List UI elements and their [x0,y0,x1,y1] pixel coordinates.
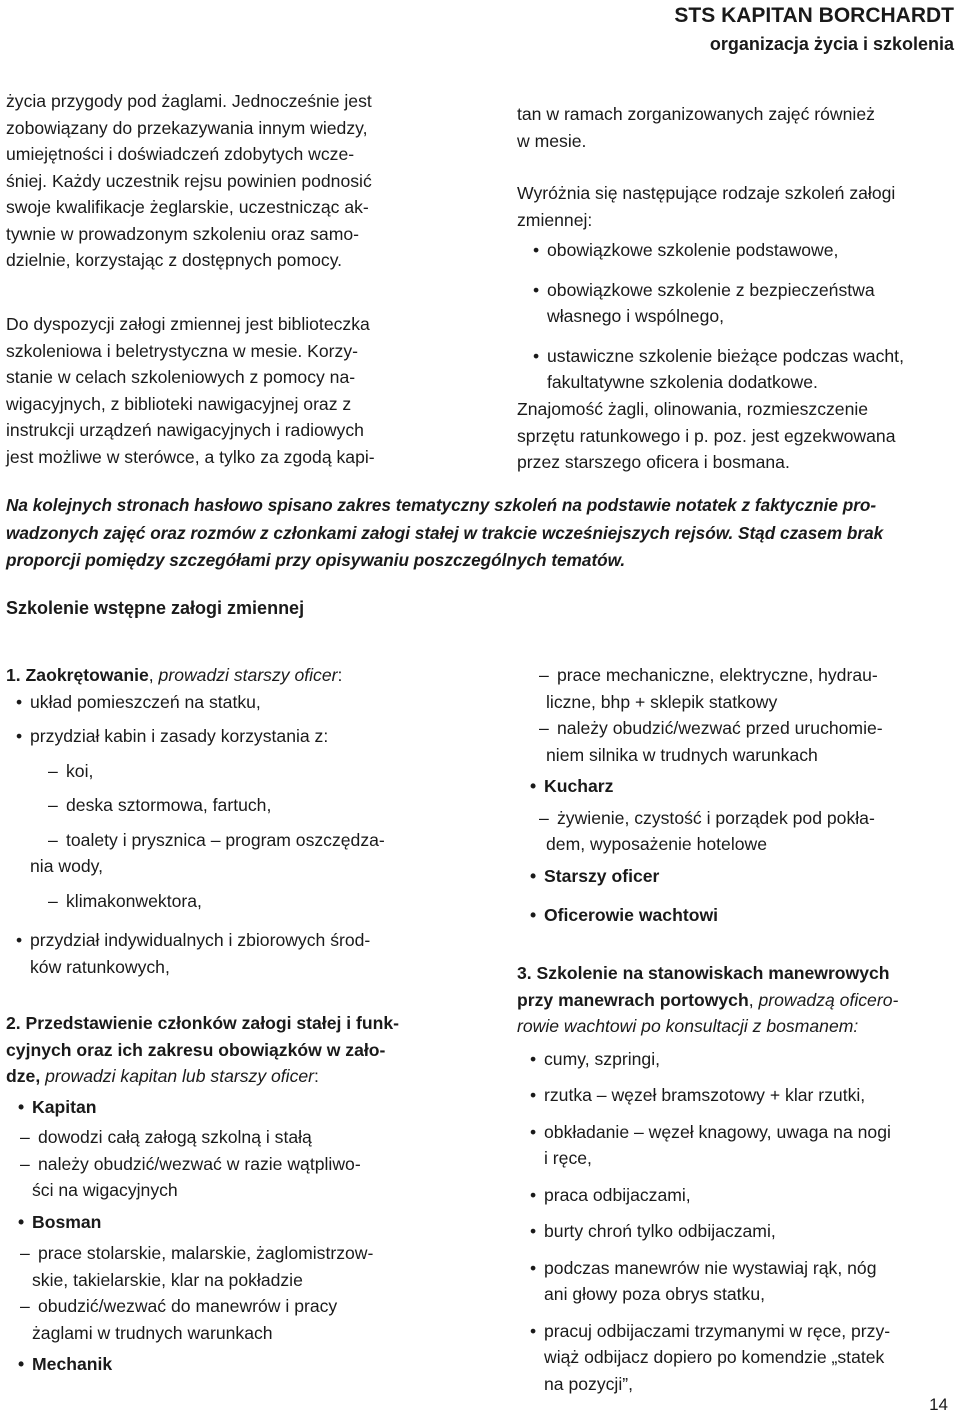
sub-item-continuation: dem, wyposażenie hotelowe [546,834,768,854]
header-subtitle: organizacja życia i szkolenia [709,34,954,54]
text-line: Znajomość żagli, olinowania, rozmieszczenie [517,399,869,419]
running-header [674,2,954,58]
top-right-paragraph-3 [517,396,955,476]
text-line: przez starszego oficera i bosmana. [517,452,790,472]
training-types-list [533,237,957,396]
top-left-paragraph-1 [6,88,442,274]
text-line: Do dyspozycji załogi zmiennej jest biblioteczka [6,314,370,334]
section-2-heading-line: dze, prowadzi kapitan lub starszy oficer: [6,1066,319,1086]
text-line: Na kolejnych stronach hasłowo spisano zakres tematyczny szkoleń na podstawie notatek z faktycznie pro- [6,495,877,515]
list-item: • obkładanie – węzeł knagowy, uwaga na nogi i ręce, [530,1119,955,1172]
sub-item: – prace mechaniczne, elektryczne, hydrau- [539,662,955,689]
text-line: umiejętności i doświadczeń zdobytych wcze- [6,144,355,164]
text-line: jest możliwe w sterówce, a tylko za zgodą kapi- [6,446,375,467]
page-number: 14 [929,1395,948,1414]
section-1-heading: 1. Zaokrętowanie, prowadzi starszy oficer: [6,665,343,685]
list-item: • podczas manewrów nie wystawiaj rąk, nóg ani głowy poza obrys statku, [530,1255,955,1308]
list-item: • praca odbijaczami, [530,1182,955,1209]
text-line: tan w ramach zorganizowanych zajęć również [517,104,875,124]
section-3-heading-line: przy manewrach portowych, prowadzą oficero- [517,989,899,1010]
text-line: zmiennej: [517,209,593,230]
list-item: • pracuj odbijaczami trzymanymi w ręce, przy- wiąż odbijacz dopiero po komendzie „statek na pozycji”, [530,1318,955,1398]
text-line: dzielnie, korzystając z dostępnych pomocy. [6,250,343,270]
role-kucharz: • Kucharz [530,773,955,800]
text-line: w mesie. [517,130,587,151]
top-right-paragraph-2 [517,180,955,233]
section-2 [6,1010,442,1378]
sub-item: – należy obudzić/wezwać przed uruchomie- [539,715,955,742]
list-item: • przydział kabin i zasady korzystania z: [16,723,442,750]
role-bosman: • Bosman [18,1209,442,1236]
list-item: • ustawiczne szkolenie bieżące podczas wacht, fakultatywne szkolenia dodatkowe. [533,343,957,396]
list-item: • układ pomieszczeń na statku, [16,689,442,716]
role-mechanik: • Mechanik [18,1351,442,1378]
text-line: śniej. Każdy uczestnik rejsu powinien podnosić [6,170,372,191]
section-title: Szkolenie wstępne załogi zmiennej [6,598,305,618]
section-2-heading-line: cyjnych oraz ich zakresu obowiązków w zało- [6,1039,386,1060]
sub-item: – żywienie, czystość i porządek pod pokła- [539,805,955,832]
section-2-heading-line: 2. Przedstawienie członków załogi stałej i funk- [6,1013,400,1033]
text-line: zobowiązany do przekazywania innym wiedzy, [6,117,368,138]
top-right-paragraph-1 [517,101,955,154]
text-line: wadzonych zajęć oraz rozmów z członkami załogi stałej w trakcie wcześniejszych rejsów. Stąd czasem brak [6,522,884,543]
text-line: instrukcji urządzeń nawigacyjnych i radiowych [6,420,364,440]
text-line: Wyróżnia się następujące rodzaje szkoleń załogi [517,183,896,203]
sub-item-continuation: nia wody, [30,856,104,876]
note-paragraph [6,492,956,575]
sub-item: – obudzić/wezwać do manewrów i pracy [20,1293,442,1320]
section-3 [517,960,955,1397]
sub-item: – deska sztormowa, fartuch, [48,792,442,819]
sub-item-continuation: liczne, bhp + sklepik statkowy [546,691,778,712]
text-line: życia przygody pod żaglami. Jednocześnie jest [6,91,372,111]
text-line: sprzętu ratunkowego i p. poz. jest egzekwowana [517,425,896,446]
text-line: proporcji pomiędzy szczegółami przy opisywaniu poszczególnych tematów. [6,550,626,570]
text-line: wigacyjnych, z biblioteki nawigacyjnej oraz z [6,393,352,414]
sub-item: – toalety i prysznica – program oszczędza- [48,827,442,854]
role-kapitan: • Kapitan [18,1094,442,1121]
top-left-paragraph-2 [6,311,442,470]
list-item: • przydział indywidualnych i zbiorowych środ- ków ratunkowych, [16,927,442,980]
text-line: tywnie w prowadzonym szkoleniu oraz samo- [6,223,359,244]
header-title: STS KAPITAN BORCHARDT [674,4,954,27]
sub-item: – należy obudzić/wezwać w razie wątpliwo- [20,1151,442,1178]
sub-item: – prace stolarskie, malarskie, żaglomistrzow- [20,1240,442,1267]
text-line: swoje kwalifikacje żeglarskie, uczestnicząc ak- [6,197,369,217]
text-line: stanie w celach szkoleniowych z pomocy na- [6,367,356,387]
section-3-heading-line: 3. Szkolenie na stanowiskach manewrowych [517,963,890,983]
list-item: • rzutka – węzeł bramszotowy + klar rzutki, [530,1082,955,1109]
section-3-heading-line: rowie wachtowi po konsultacji z bosmanem: [517,1016,859,1036]
roles-continued [517,662,955,929]
role-starszy-oficer: • Starszy oficer [530,863,955,890]
list-item: • cumy, szpringi, [530,1046,955,1073]
sub-item-continuation: żaglami w trudnych warunkach [32,1322,273,1343]
sub-item: – koi, [48,758,442,785]
sub-item-continuation: ści na wigacyjnych [32,1180,178,1200]
text-line: szkoleniowa i beletrystyczna w mesie. Korzy- [6,340,358,361]
sub-item: – dowodzi całą załogą szkolną i stałą [20,1124,442,1151]
section-1 [6,662,442,980]
sub-item-continuation: skie, takielarskie, klar na pokładzie [32,1269,303,1290]
sub-item: – klimakonwektora, [48,888,442,915]
list-item: • burty chroń tylko odbijaczami, [530,1218,955,1245]
list-item: • obowiązkowe szkolenie z bezpieczeństwa własnego i wspólnego, [533,277,957,330]
role-oficerowie-wachtowi: • Oficerowie wachtowi [530,902,955,929]
sub-item-continuation: niem silnika w trudnych warunkach [546,744,818,765]
list-item: • obowiązkowe szkolenie podstawowe, [533,237,957,264]
